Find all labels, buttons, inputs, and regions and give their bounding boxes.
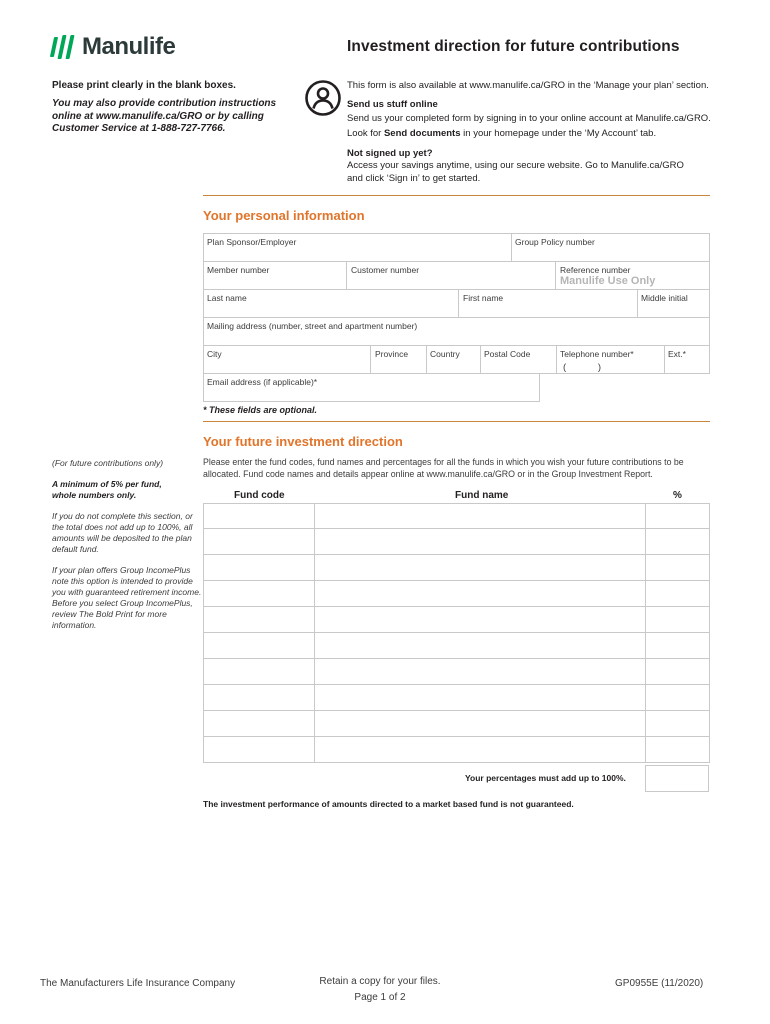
- brand-name: Manulife: [82, 33, 176, 60]
- group-policy-field[interactable]: Group Policy number: [515, 237, 595, 247]
- section-divider: [203, 421, 710, 422]
- fund-name-cell[interactable]: [314, 555, 646, 581]
- online-instructions-note: You may also provide contribution instructions online at www.manulife.ca/GRO or by calling Customer Service at 1-888-727-7766.: [52, 98, 277, 134]
- customer-number-field[interactable]: Customer number: [351, 265, 420, 275]
- divider-line: [458, 289, 459, 318]
- postal-code-field[interactable]: Postal Code: [484, 349, 531, 359]
- fund-percent-cell[interactable]: [645, 711, 710, 737]
- fund-percent-cell[interactable]: [645, 581, 710, 607]
- province-field[interactable]: Province: [375, 349, 409, 359]
- fund-percent-cell[interactable]: [645, 685, 710, 711]
- total-percent-note: Your percentages must add up to 100%.: [465, 773, 626, 783]
- default-fund-note: If you do not complete this section, or the total does not add up to 100%, all amounts will be deposited to the plan default fund.: [52, 511, 193, 554]
- city-field[interactable]: City: [207, 349, 222, 359]
- fund-percent-cell[interactable]: [645, 555, 710, 581]
- fund-name-cell[interactable]: [314, 607, 646, 633]
- fund-row: [203, 633, 709, 659]
- company-name: The Manufacturers Life Insurance Company: [40, 978, 236, 989]
- extension-field[interactable]: Ext.*: [668, 349, 686, 359]
- fund-name-header: Fund name: [455, 490, 509, 501]
- form-title: Investment direction for future contributions: [347, 38, 680, 55]
- fund-row: [203, 607, 709, 633]
- minimum-percent-note: A minimum of 5% per fund, whole numbers only.: [52, 479, 162, 500]
- fund-row: [203, 659, 709, 685]
- signup-heading: Not signed up yet?: [347, 148, 433, 159]
- send-online-line1: Send us your completed form by signing in to your online account at Manulife.ca/GRO.: [347, 113, 711, 124]
- divider-line: [555, 261, 556, 290]
- send-online-heading: Send us stuff online: [347, 99, 438, 110]
- country-field[interactable]: Country: [430, 349, 460, 359]
- total-percent-box[interactable]: [645, 765, 709, 792]
- retain-copy-note: Retain a copy for your files.: [319, 976, 441, 987]
- fund-row: [203, 555, 709, 581]
- fund-code-cell[interactable]: [203, 685, 315, 711]
- email-field[interactable]: Email address (if applicable)*: [207, 377, 318, 387]
- personal-info-title: Your personal information: [203, 208, 365, 223]
- send-online-line2: Look for Send documents in your homepage under the ‘My Account’ tab.: [347, 128, 657, 139]
- fund-name-cell[interactable]: [314, 685, 646, 711]
- investment-direction-title: Your future investment direction: [203, 434, 403, 449]
- fund-percent-cell[interactable]: [645, 607, 710, 633]
- fund-code-cell[interactable]: [203, 503, 315, 529]
- fund-code-header: Fund code: [234, 490, 285, 501]
- fund-row: [203, 529, 709, 555]
- fund-name-cell[interactable]: [314, 737, 646, 763]
- print-note: Please print clearly in the blank boxes.: [52, 80, 236, 91]
- personal-row-3: [203, 289, 710, 318]
- divider-line: [664, 345, 665, 374]
- divider-line: [556, 345, 557, 374]
- middle-initial-field[interactable]: Middle initial: [641, 293, 688, 303]
- fund-row: [203, 581, 709, 607]
- fund-code-cell[interactable]: [203, 581, 315, 607]
- fund-name-cell[interactable]: [314, 503, 646, 529]
- fund-row: [203, 503, 709, 529]
- fund-row: [203, 685, 709, 711]
- section-divider: [203, 195, 710, 196]
- fund-percent-cell[interactable]: [645, 659, 710, 685]
- incomeplus-note: If your plan offers Group IncomePlus note this option is intended to provide you with guaranteed retirement income. Before you select Group IncomePlus, review The Bold Print for more information.: [52, 565, 202, 630]
- fund-code-cell[interactable]: [203, 555, 315, 581]
- footer-center: [290, 974, 470, 1006]
- account-person-icon: [304, 79, 342, 117]
- divider-line: [637, 289, 638, 318]
- signup-text: Access your savings anytime, using our secure website. Go to Manulife.ca/GRO and click ‘Sign in’ to get started.: [347, 160, 684, 184]
- fund-code-cell[interactable]: [203, 529, 315, 555]
- performance-disclaimer: The investment performance of amounts directed to a market based fund is not guaranteed.: [203, 799, 574, 809]
- fund-percent-cell[interactable]: [645, 503, 710, 529]
- divider-line: [426, 345, 427, 374]
- percent-header: %: [673, 490, 682, 501]
- availability-text: This form is also available at www.manulife.ca/GRO in the ‘Manage your plan’ section.: [347, 80, 709, 91]
- fund-name-cell[interactable]: [314, 659, 646, 685]
- divider-line: [480, 345, 481, 374]
- mailing-address-field[interactable]: Mailing address (number, street and apartment number): [207, 321, 418, 331]
- fund-percent-cell[interactable]: [645, 529, 710, 555]
- manulife-use-only-label: Manulife Use Only: [560, 275, 656, 287]
- fund-instructions: Please enter the fund codes, fund names and percentages for all the funds in which you wish your future contributions to be allocated. Fund code names and details appear online at www.manulife.ca/GRO or in the Group Investment Report.: [203, 457, 684, 479]
- form-code: GP0955E (11/2020): [615, 978, 704, 989]
- fund-code-cell[interactable]: [203, 633, 315, 659]
- last-name-field[interactable]: Last name: [207, 293, 247, 303]
- fund-row: [203, 737, 709, 763]
- fund-percent-cell[interactable]: [645, 633, 710, 659]
- fund-code-cell[interactable]: [203, 659, 315, 685]
- divider-line: [511, 233, 512, 262]
- manulife-logo: [52, 33, 175, 61]
- fund-code-cell[interactable]: [203, 737, 315, 763]
- plan-sponsor-field[interactable]: Plan Sponsor/Employer: [207, 237, 297, 247]
- reference-number-label: Reference number: [560, 265, 631, 275]
- fund-percent-cell[interactable]: [645, 737, 710, 763]
- fund-code-cell[interactable]: [203, 607, 315, 633]
- divider-line: [346, 261, 347, 290]
- future-contributions-note: (For future contributions only): [52, 458, 164, 468]
- area-code-parens: ( ): [563, 362, 601, 373]
- optional-fields-note: * These fields are optional.: [203, 405, 318, 415]
- divider-line: [370, 345, 371, 374]
- manulife-logo-icon: [52, 35, 72, 59]
- telephone-field[interactable]: Telephone number*: [560, 349, 634, 359]
- fund-code-cell[interactable]: [203, 711, 315, 737]
- fund-name-cell[interactable]: [314, 711, 646, 737]
- first-name-field[interactable]: First name: [463, 293, 504, 303]
- fund-name-cell[interactable]: [314, 581, 646, 607]
- fund-name-cell[interactable]: [314, 633, 646, 659]
- fund-row: [203, 711, 709, 737]
- page-number: Page 1 of 2: [354, 992, 406, 1003]
- member-number-field[interactable]: Member number: [207, 265, 270, 275]
- fund-name-cell[interactable]: [314, 529, 646, 555]
